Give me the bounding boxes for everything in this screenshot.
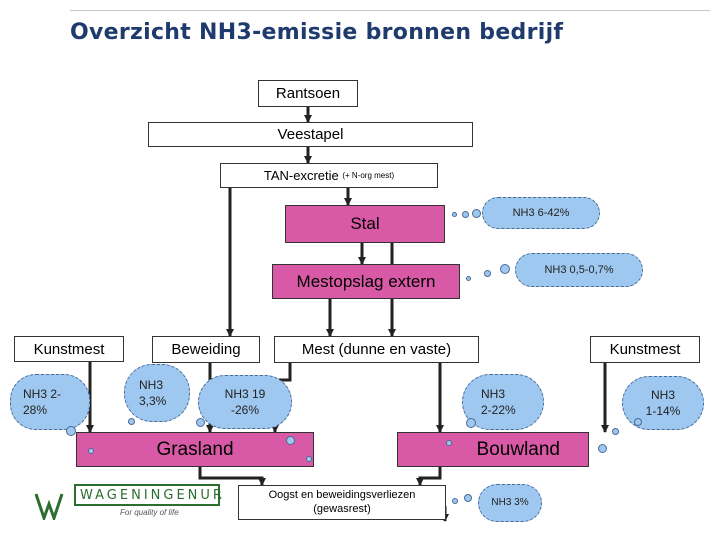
- emission-kb-line1: NH3: [650, 387, 675, 402]
- emission-cloud-beweiding: [124, 364, 190, 422]
- bubble-dot: [612, 428, 619, 435]
- emission-kg-line2: 28%: [23, 403, 48, 417]
- bubble-dot: [466, 418, 476, 428]
- node-mest-label: Mest (dunne en vaste): [301, 341, 452, 358]
- bubble-dot: [462, 211, 469, 218]
- bubble-dot: [128, 418, 135, 425]
- emission-oogst-label: NH3 3%: [491, 497, 529, 509]
- emission-mg-line1: NH3 19: [224, 386, 266, 401]
- emission-cloud-mest-grasland: [198, 375, 292, 429]
- node-oogst-line1: Oogst en beweidingsverliezen: [268, 488, 416, 501]
- bubble-dot: [306, 456, 312, 462]
- node-tan-note: (+ N-org mest): [342, 171, 395, 180]
- emission-mestopslag-label: NH3 0,5-0,7%: [544, 263, 614, 276]
- arrow-bouwland-oogst: [420, 466, 440, 485]
- node-bouwland: [397, 432, 589, 467]
- bubble-dot: [500, 264, 510, 274]
- arrow-grasland-oogst: [200, 466, 262, 485]
- bubble-dot: [196, 418, 205, 427]
- bubble-dot: [66, 426, 76, 436]
- node-kunstmest-right-label: Kunstmest: [609, 341, 681, 358]
- emission-kb-line2: 1-14%: [645, 404, 681, 418]
- node-mestopslag-label: Mestopslag extern: [296, 271, 436, 291]
- emission-mb-line2: 2-22%: [481, 403, 516, 417]
- emission-bew-line2: 3,3%: [139, 394, 167, 408]
- emission-bew-line1: NH3: [139, 377, 164, 392]
- node-veestapel-label: Veestapel: [277, 126, 344, 143]
- node-tan-excretie: [220, 163, 438, 188]
- bubble-dot: [484, 270, 491, 277]
- emission-cloud-mestopslag: [515, 253, 643, 287]
- node-kunstmest-right: [590, 336, 700, 363]
- emission-cloud-oogst: [478, 484, 542, 522]
- node-stal-label: Stal: [350, 214, 380, 233]
- node-rantsoen: [258, 80, 358, 107]
- emission-cloud-kunstmest-grasland: [10, 374, 90, 430]
- logo-mark-icon: [34, 492, 64, 520]
- node-grasland: [76, 432, 314, 467]
- emission-kg-line1: NH3 2-: [23, 386, 62, 401]
- bubble-dot: [452, 212, 457, 217]
- node-oogst-line2: (gewasrest): [313, 502, 371, 515]
- node-mest: [274, 336, 479, 363]
- wageningen-logo: [34, 484, 225, 524]
- bubble-dot: [88, 448, 94, 454]
- bubble-dot: [464, 494, 472, 502]
- node-grasland-label: Grasland: [156, 438, 234, 460]
- node-rantsoen-label: Rantsoen: [275, 85, 341, 102]
- node-mestopslag: [272, 264, 460, 299]
- node-tan-label: TAN-excretie: [263, 168, 339, 183]
- node-kunstmest-left: [14, 336, 124, 362]
- bubble-dot: [452, 498, 458, 504]
- node-kunstmest-left-label: Kunstmest: [33, 340, 105, 358]
- bubble-dot: [446, 440, 452, 446]
- bubble-dot: [472, 209, 481, 218]
- node-beweiding-label: Beweiding: [171, 341, 241, 358]
- logo-wordmark: WAGENINGENUR: [74, 484, 220, 506]
- node-bouwland-label: Bouwland: [476, 438, 560, 460]
- emission-mb-line1: NH3: [481, 386, 506, 401]
- bubble-dot: [634, 418, 642, 426]
- logo-tagline: For quality of life: [120, 508, 179, 517]
- node-stal: [285, 205, 445, 243]
- emission-cloud-stal: [482, 197, 600, 229]
- node-beweiding: [152, 336, 260, 363]
- page-title: Overzicht NH3-emissie bronnen bedrijf: [70, 20, 564, 45]
- node-oogst: [238, 485, 446, 520]
- emission-stal-label: NH3 6-42%: [512, 206, 570, 219]
- node-veestapel: [148, 122, 473, 147]
- bubble-dot: [598, 444, 607, 453]
- bubble-dot: [286, 436, 295, 445]
- emission-mg-line2: -26%: [230, 403, 259, 417]
- bubble-dot: [466, 276, 471, 281]
